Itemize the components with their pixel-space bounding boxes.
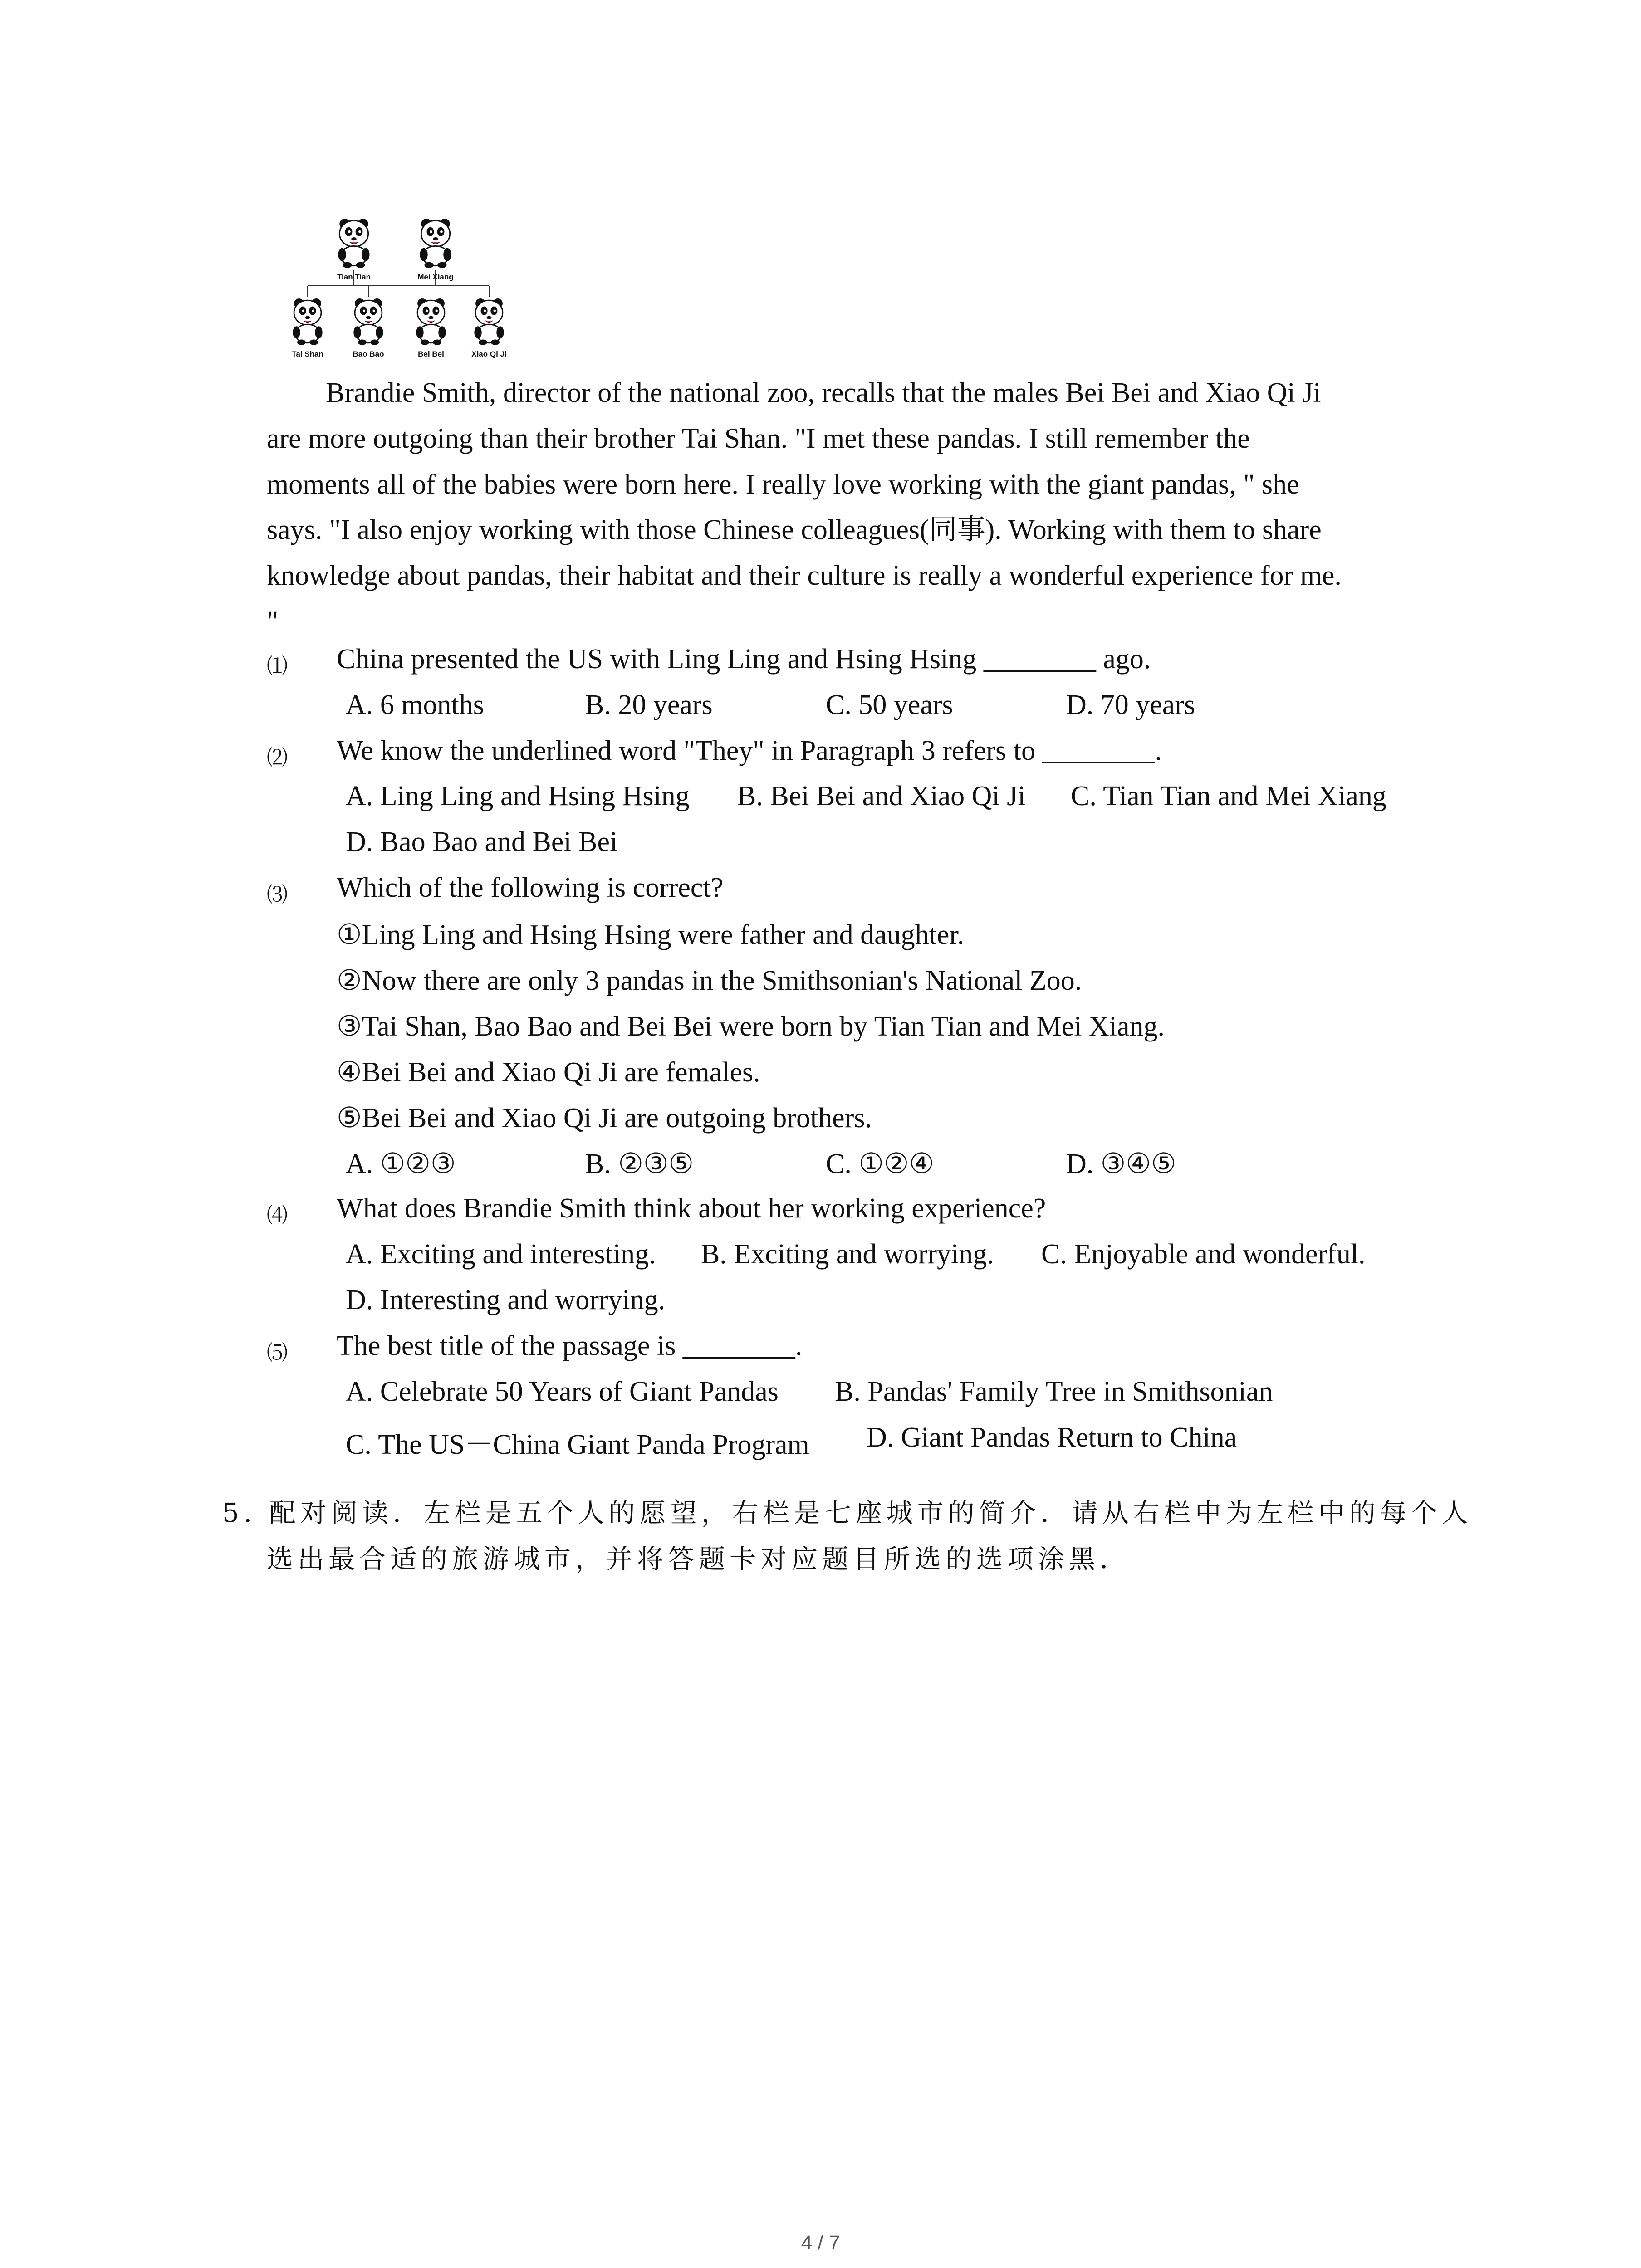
option-b[interactable]: B. Bei Bei and Xiao Qi Ji: [737, 781, 1026, 811]
question-text: What does Brandie Smith think about her working experience?: [337, 1193, 1046, 1224]
tree-child-label: Xiao Qi Ji: [471, 350, 507, 358]
passage-line: moments all of the babies were born here. I really love working with the giant pandas, " she: [267, 469, 1299, 500]
panda-bao-bao-icon: [353, 298, 383, 345]
option-a[interactable]: A. Ling Ling and Hsing Hsing: [346, 781, 690, 811]
question-number: ⑷: [267, 1203, 288, 1227]
question-text: Which of the following is correct?: [337, 872, 724, 903]
passage-paragraph: [267, 370, 1433, 645]
statement-item: ④Bei Bei and Xiao Qi Ji are females.: [337, 1057, 760, 1088]
question-number: ⑸: [267, 1340, 288, 1365]
passage-line: are more outgoing than their brother Tai Shan. "I met these pandas. I still remember the: [267, 423, 1250, 454]
option-d[interactable]: D. Giant Pandas Return to China: [867, 1422, 1237, 1453]
page-number: 4 / 7: [801, 2232, 840, 2254]
option-c[interactable]: C. ①②④: [826, 1149, 935, 1179]
option-a[interactable]: A. Exciting and interesting.: [346, 1239, 656, 1270]
option-b[interactable]: B. Pandas' Family Tree in Smithsonian: [835, 1376, 1273, 1407]
question-text: We know the underlined word "They" in Paragraph 3 refers to ________.: [337, 735, 1162, 766]
option-a[interactable]: A. 6 months: [346, 689, 484, 720]
passage-line: says. "I also enjoy working with those Chinese colleagues(同事). Working with them to share: [267, 514, 1322, 546]
panda-xiao-qi-ji-icon: [474, 298, 504, 345]
tree-parent-label: Tian Tian: [337, 273, 371, 281]
statement-item: ①Ling Ling and Hsing Hsing were father and daughter.: [337, 919, 965, 950]
section-5-instructions-line2: 选出最合适的旅游城市，并将答题卡对应题目所选的选项涂黑．: [267, 1544, 1131, 1574]
panda-tian-tian-icon: [338, 219, 369, 268]
passage-line: Brandie Smith, director of the national zoo, recalls that the males Bei Bei and Xiao Qi Ji: [326, 377, 1321, 408]
section-5-instructions: 5. 配对阅读．左栏是五个人的愿望，右栏是七座城市的简介．请从右栏中为左栏中的每个人: [222, 1497, 1473, 1528]
option-c[interactable]: C. Enjoyable and wonderful.: [1041, 1239, 1366, 1270]
option-d[interactable]: D. Bao Bao and Bei Bei: [346, 826, 618, 857]
statement-item: ③Tai Shan, Bao Bao and Bei Bei were born by Tian Tian and Mei Xiang.: [337, 1011, 1165, 1042]
option-b[interactable]: B. ②③⑤: [585, 1149, 694, 1179]
question-text: The best title of the passage is ________.: [337, 1330, 803, 1361]
question-text: China presented the US with Ling Ling and Hsing Hsing ________ ago.: [337, 644, 1151, 675]
passage-line: ": [267, 606, 279, 637]
tree-parent-label: Mei Xiang: [417, 273, 454, 281]
question-number: ⑵: [267, 745, 288, 770]
tree-child-label: Tai Shan: [292, 350, 323, 358]
panda-bei-bei-icon: [416, 298, 446, 345]
statement-item: ②Now there are only 3 pandas in the Smithsonian's National Zoo.: [337, 965, 1082, 996]
option-b[interactable]: B. 20 years: [585, 689, 713, 720]
tree-child-label: Bao Bao: [353, 350, 384, 358]
panda-mei-xiang-icon: [420, 219, 451, 268]
option-d[interactable]: D. 70 years: [1066, 689, 1195, 720]
option-d[interactable]: D. ③④⑤: [1066, 1149, 1176, 1179]
panda-family-tree-figure: [263, 213, 544, 367]
option-a[interactable]: A. Celebrate 50 Years of Giant Pandas: [346, 1376, 779, 1407]
panda-tai-shan-icon: [293, 298, 322, 345]
option-c[interactable]: C. 50 years: [826, 689, 953, 720]
option-c[interactable]: C. Tian Tian and Mei Xiang: [1071, 781, 1386, 811]
tree-child-label: Bei Bei: [418, 350, 444, 358]
option-b[interactable]: B. Exciting and worrying.: [701, 1239, 994, 1270]
passage-line: knowledge about pandas, their habitat and their culture is really a wonderful experience for me.: [267, 560, 1342, 591]
option-a[interactable]: A. ①②③: [346, 1149, 456, 1179]
option-c[interactable]: C. The US－China Giant Panda Program: [346, 1429, 809, 1460]
question-number: ⑴: [267, 654, 288, 678]
statement-item: ⑤Bei Bei and Xiao Qi Ji are outgoing brothers.: [337, 1103, 872, 1134]
question-number: ⑶: [267, 882, 288, 907]
option-d[interactable]: D. Interesting and worrying.: [346, 1285, 666, 1315]
